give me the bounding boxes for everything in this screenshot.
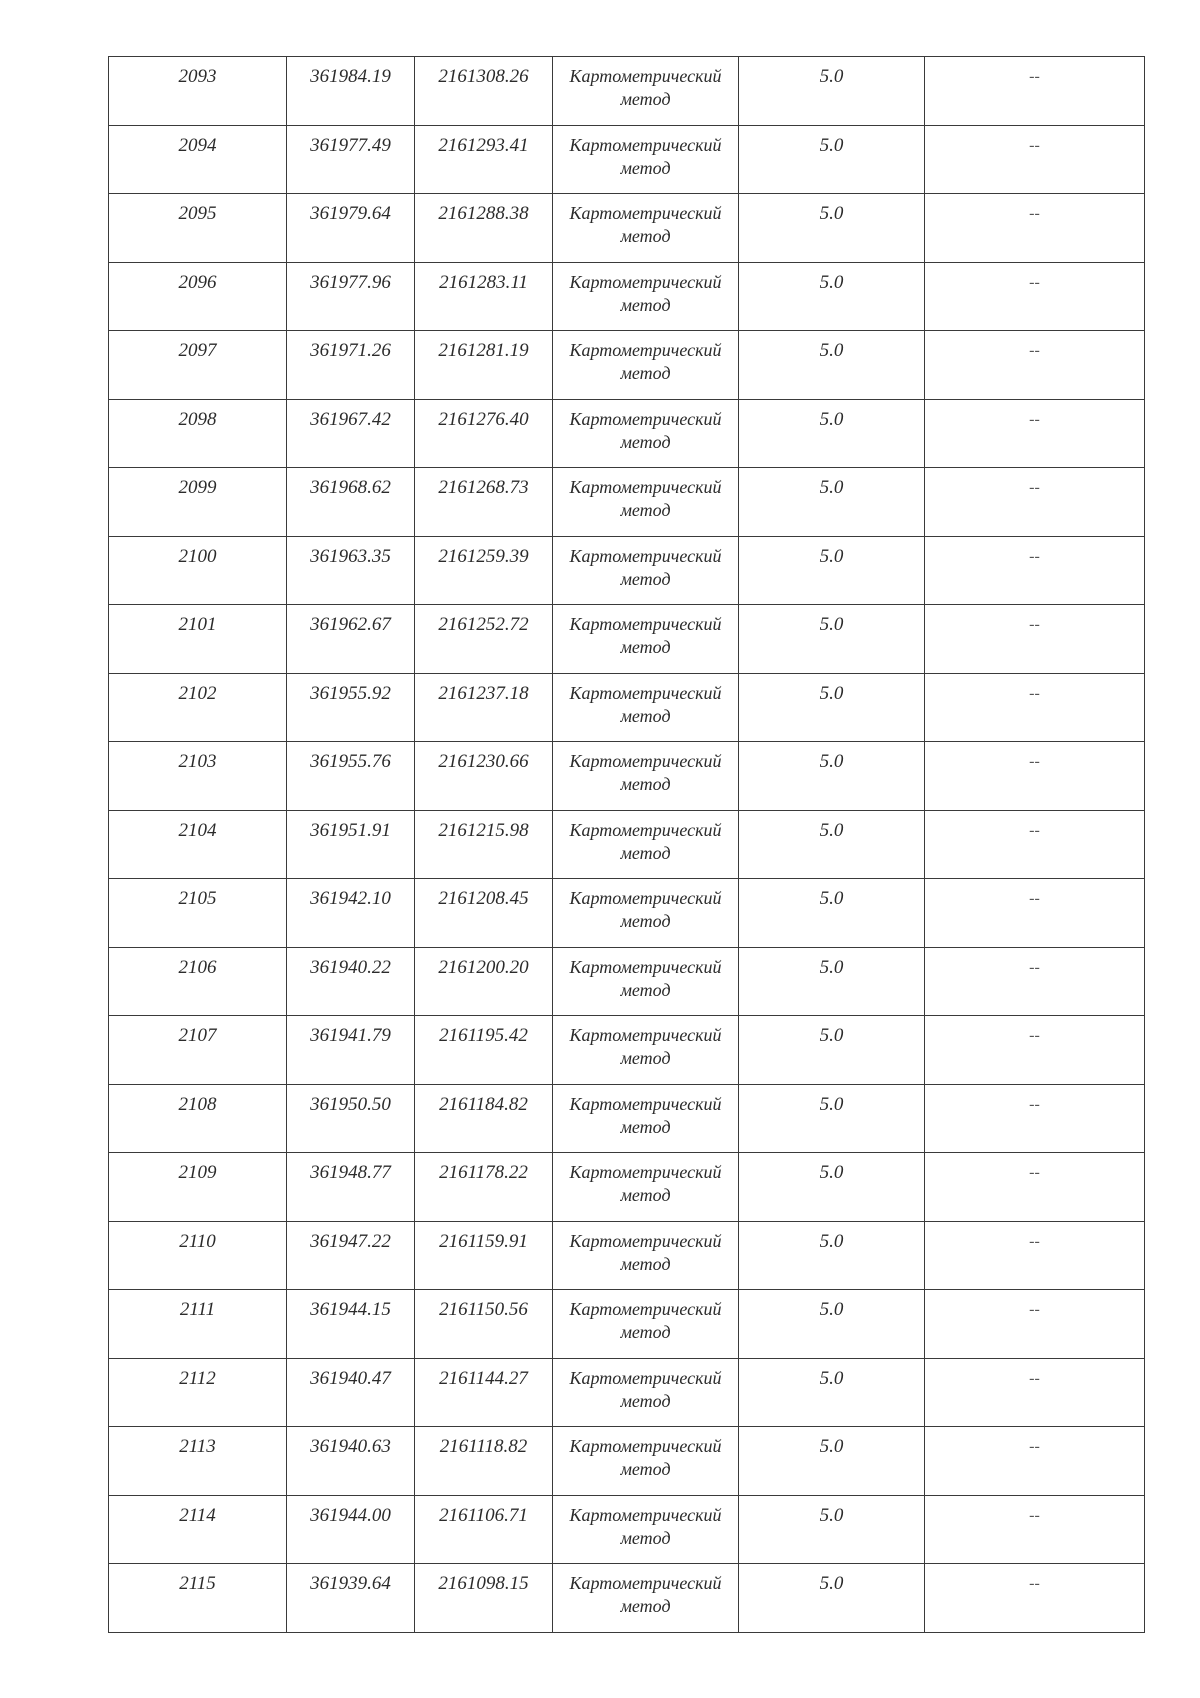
method-cell: Картометрический метод	[553, 742, 739, 811]
x-coordinate-cell: 361944.00	[287, 1495, 415, 1564]
point-number-cell: 2104	[109, 810, 287, 879]
accuracy-cell: 5.0	[739, 194, 925, 263]
accuracy-cell: 5.0	[739, 1084, 925, 1153]
note-cell: --	[925, 125, 1145, 194]
table-row	[109, 810, 1145, 879]
y-coordinate-cell: 2161252.72	[415, 605, 553, 674]
note-cell: --	[925, 262, 1145, 331]
y-coordinate-cell: 2161276.40	[415, 399, 553, 468]
note-cell: --	[925, 1427, 1145, 1496]
method-cell: Картометрический метод	[553, 262, 739, 331]
method-cell: Картометрический метод	[553, 536, 739, 605]
table-row	[109, 1564, 1145, 1633]
x-coordinate-cell: 361962.67	[287, 605, 415, 674]
method-cell: Картометрический метод	[553, 194, 739, 263]
accuracy-cell: 5.0	[739, 399, 925, 468]
y-coordinate-cell: 2161237.18	[415, 673, 553, 742]
x-coordinate-cell: 361984.19	[287, 57, 415, 126]
table-row	[109, 1427, 1145, 1496]
accuracy-cell: 5.0	[739, 331, 925, 400]
table-row	[109, 125, 1145, 194]
y-coordinate-cell: 2161150.56	[415, 1290, 553, 1359]
note-cell: --	[925, 1358, 1145, 1427]
accuracy-cell: 5.0	[739, 1153, 925, 1222]
y-coordinate-cell: 2161288.38	[415, 194, 553, 263]
table-row	[109, 1495, 1145, 1564]
y-coordinate-cell: 2161215.98	[415, 810, 553, 879]
note-cell: --	[925, 1153, 1145, 1222]
x-coordinate-cell: 361951.91	[287, 810, 415, 879]
point-number-cell: 2110	[109, 1221, 287, 1290]
point-number-cell: 2094	[109, 125, 287, 194]
y-coordinate-cell: 2161118.82	[415, 1427, 553, 1496]
accuracy-cell: 5.0	[739, 879, 925, 948]
note-cell: --	[925, 742, 1145, 811]
point-number-cell: 2111	[109, 1290, 287, 1359]
coordinates-table	[108, 56, 1145, 1633]
method-cell: Картометрический метод	[553, 1084, 739, 1153]
accuracy-cell: 5.0	[739, 1495, 925, 1564]
table-row	[109, 536, 1145, 605]
x-coordinate-cell: 361979.64	[287, 194, 415, 263]
note-cell: --	[925, 1495, 1145, 1564]
y-coordinate-cell: 2161184.82	[415, 1084, 553, 1153]
accuracy-cell: 5.0	[739, 1564, 925, 1633]
x-coordinate-cell: 361940.47	[287, 1358, 415, 1427]
x-coordinate-cell: 361944.15	[287, 1290, 415, 1359]
y-coordinate-cell: 2161200.20	[415, 947, 553, 1016]
accuracy-cell: 5.0	[739, 810, 925, 879]
y-coordinate-cell: 2161195.42	[415, 1016, 553, 1085]
table-row	[109, 194, 1145, 263]
table-row	[109, 331, 1145, 400]
accuracy-cell: 5.0	[739, 1427, 925, 1496]
accuracy-cell: 5.0	[739, 1358, 925, 1427]
coordinates-table-body	[109, 57, 1145, 1633]
note-cell: --	[925, 947, 1145, 1016]
y-coordinate-cell: 2161259.39	[415, 536, 553, 605]
x-coordinate-cell: 361971.26	[287, 331, 415, 400]
point-number-cell: 2108	[109, 1084, 287, 1153]
method-cell: Картометрический метод	[553, 1290, 739, 1359]
point-number-cell: 2098	[109, 399, 287, 468]
accuracy-cell: 5.0	[739, 673, 925, 742]
note-cell: --	[925, 810, 1145, 879]
method-cell: Картометрический метод	[553, 1016, 739, 1085]
method-cell: Картометрический метод	[553, 879, 739, 948]
point-number-cell: 2113	[109, 1427, 287, 1496]
x-coordinate-cell: 361963.35	[287, 536, 415, 605]
accuracy-cell: 5.0	[739, 1016, 925, 1085]
point-number-cell: 2099	[109, 468, 287, 537]
table-row	[109, 1290, 1145, 1359]
note-cell: --	[925, 673, 1145, 742]
method-cell: Картометрический метод	[553, 1221, 739, 1290]
point-number-cell: 2093	[109, 57, 287, 126]
x-coordinate-cell: 361977.49	[287, 125, 415, 194]
table-row	[109, 605, 1145, 674]
table-row	[109, 1221, 1145, 1290]
note-cell: --	[925, 536, 1145, 605]
y-coordinate-cell: 2161144.27	[415, 1358, 553, 1427]
x-coordinate-cell: 361940.63	[287, 1427, 415, 1496]
method-cell: Картометрический метод	[553, 125, 739, 194]
x-coordinate-cell: 361955.92	[287, 673, 415, 742]
x-coordinate-cell: 361942.10	[287, 879, 415, 948]
note-cell: --	[925, 468, 1145, 537]
point-number-cell: 2100	[109, 536, 287, 605]
table-row	[109, 399, 1145, 468]
accuracy-cell: 5.0	[739, 262, 925, 331]
point-number-cell: 2114	[109, 1495, 287, 1564]
method-cell: Картометрический метод	[553, 1564, 739, 1633]
point-number-cell: 2115	[109, 1564, 287, 1633]
method-cell: Картометрический метод	[553, 810, 739, 879]
table-row	[109, 673, 1145, 742]
x-coordinate-cell: 361950.50	[287, 1084, 415, 1153]
table-row	[109, 262, 1145, 331]
y-coordinate-cell: 2161159.91	[415, 1221, 553, 1290]
table-row	[109, 1016, 1145, 1085]
note-cell: --	[925, 331, 1145, 400]
point-number-cell: 2106	[109, 947, 287, 1016]
method-cell: Картометрический метод	[553, 947, 739, 1016]
note-cell: --	[925, 1221, 1145, 1290]
x-coordinate-cell: 361939.64	[287, 1564, 415, 1633]
x-coordinate-cell: 361968.62	[287, 468, 415, 537]
table-row	[109, 57, 1145, 126]
accuracy-cell: 5.0	[739, 1221, 925, 1290]
y-coordinate-cell: 2161230.66	[415, 742, 553, 811]
point-number-cell: 2112	[109, 1358, 287, 1427]
accuracy-cell: 5.0	[739, 57, 925, 126]
point-number-cell: 2107	[109, 1016, 287, 1085]
method-cell: Картометрический метод	[553, 673, 739, 742]
y-coordinate-cell: 2161268.73	[415, 468, 553, 537]
point-number-cell: 2105	[109, 879, 287, 948]
accuracy-cell: 5.0	[739, 605, 925, 674]
method-cell: Картометрический метод	[553, 1153, 739, 1222]
x-coordinate-cell: 361948.77	[287, 1153, 415, 1222]
y-coordinate-cell: 2161178.22	[415, 1153, 553, 1222]
y-coordinate-cell: 2161281.19	[415, 331, 553, 400]
method-cell: Картометрический метод	[553, 1495, 739, 1564]
table-row	[109, 1153, 1145, 1222]
x-coordinate-cell: 361977.96	[287, 262, 415, 331]
method-cell: Картометрический метод	[553, 1358, 739, 1427]
note-cell: --	[925, 194, 1145, 263]
table-row	[109, 1358, 1145, 1427]
note-cell: --	[925, 399, 1145, 468]
method-cell: Картометрический метод	[553, 605, 739, 674]
x-coordinate-cell: 361955.76	[287, 742, 415, 811]
y-coordinate-cell: 2161293.41	[415, 125, 553, 194]
x-coordinate-cell: 361947.22	[287, 1221, 415, 1290]
table-row	[109, 742, 1145, 811]
y-coordinate-cell: 2161106.71	[415, 1495, 553, 1564]
method-cell: Картометрический метод	[553, 468, 739, 537]
accuracy-cell: 5.0	[739, 125, 925, 194]
point-number-cell: 2097	[109, 331, 287, 400]
y-coordinate-cell: 2161308.26	[415, 57, 553, 126]
point-number-cell: 2102	[109, 673, 287, 742]
table-row	[109, 468, 1145, 537]
x-coordinate-cell: 361941.79	[287, 1016, 415, 1085]
method-cell: Картометрический метод	[553, 399, 739, 468]
accuracy-cell: 5.0	[739, 468, 925, 537]
point-number-cell: 2103	[109, 742, 287, 811]
note-cell: --	[925, 1290, 1145, 1359]
note-cell: --	[925, 879, 1145, 948]
table-row	[109, 879, 1145, 948]
y-coordinate-cell: 2161098.15	[415, 1564, 553, 1633]
accuracy-cell: 5.0	[739, 947, 925, 1016]
accuracy-cell: 5.0	[739, 742, 925, 811]
point-number-cell: 2095	[109, 194, 287, 263]
x-coordinate-cell: 361940.22	[287, 947, 415, 1016]
point-number-cell: 2096	[109, 262, 287, 331]
point-number-cell: 2101	[109, 605, 287, 674]
note-cell: --	[925, 605, 1145, 674]
accuracy-cell: 5.0	[739, 536, 925, 605]
y-coordinate-cell: 2161208.45	[415, 879, 553, 948]
y-coordinate-cell: 2161283.11	[415, 262, 553, 331]
note-cell: --	[925, 1084, 1145, 1153]
table-row	[109, 1084, 1145, 1153]
point-number-cell: 2109	[109, 1153, 287, 1222]
method-cell: Картометрический метод	[553, 57, 739, 126]
note-cell: --	[925, 1016, 1145, 1085]
note-cell: --	[925, 1564, 1145, 1633]
accuracy-cell: 5.0	[739, 1290, 925, 1359]
note-cell: --	[925, 57, 1145, 126]
method-cell: Картометрический метод	[553, 331, 739, 400]
method-cell: Картометрический метод	[553, 1427, 739, 1496]
x-coordinate-cell: 361967.42	[287, 399, 415, 468]
table-row	[109, 947, 1145, 1016]
